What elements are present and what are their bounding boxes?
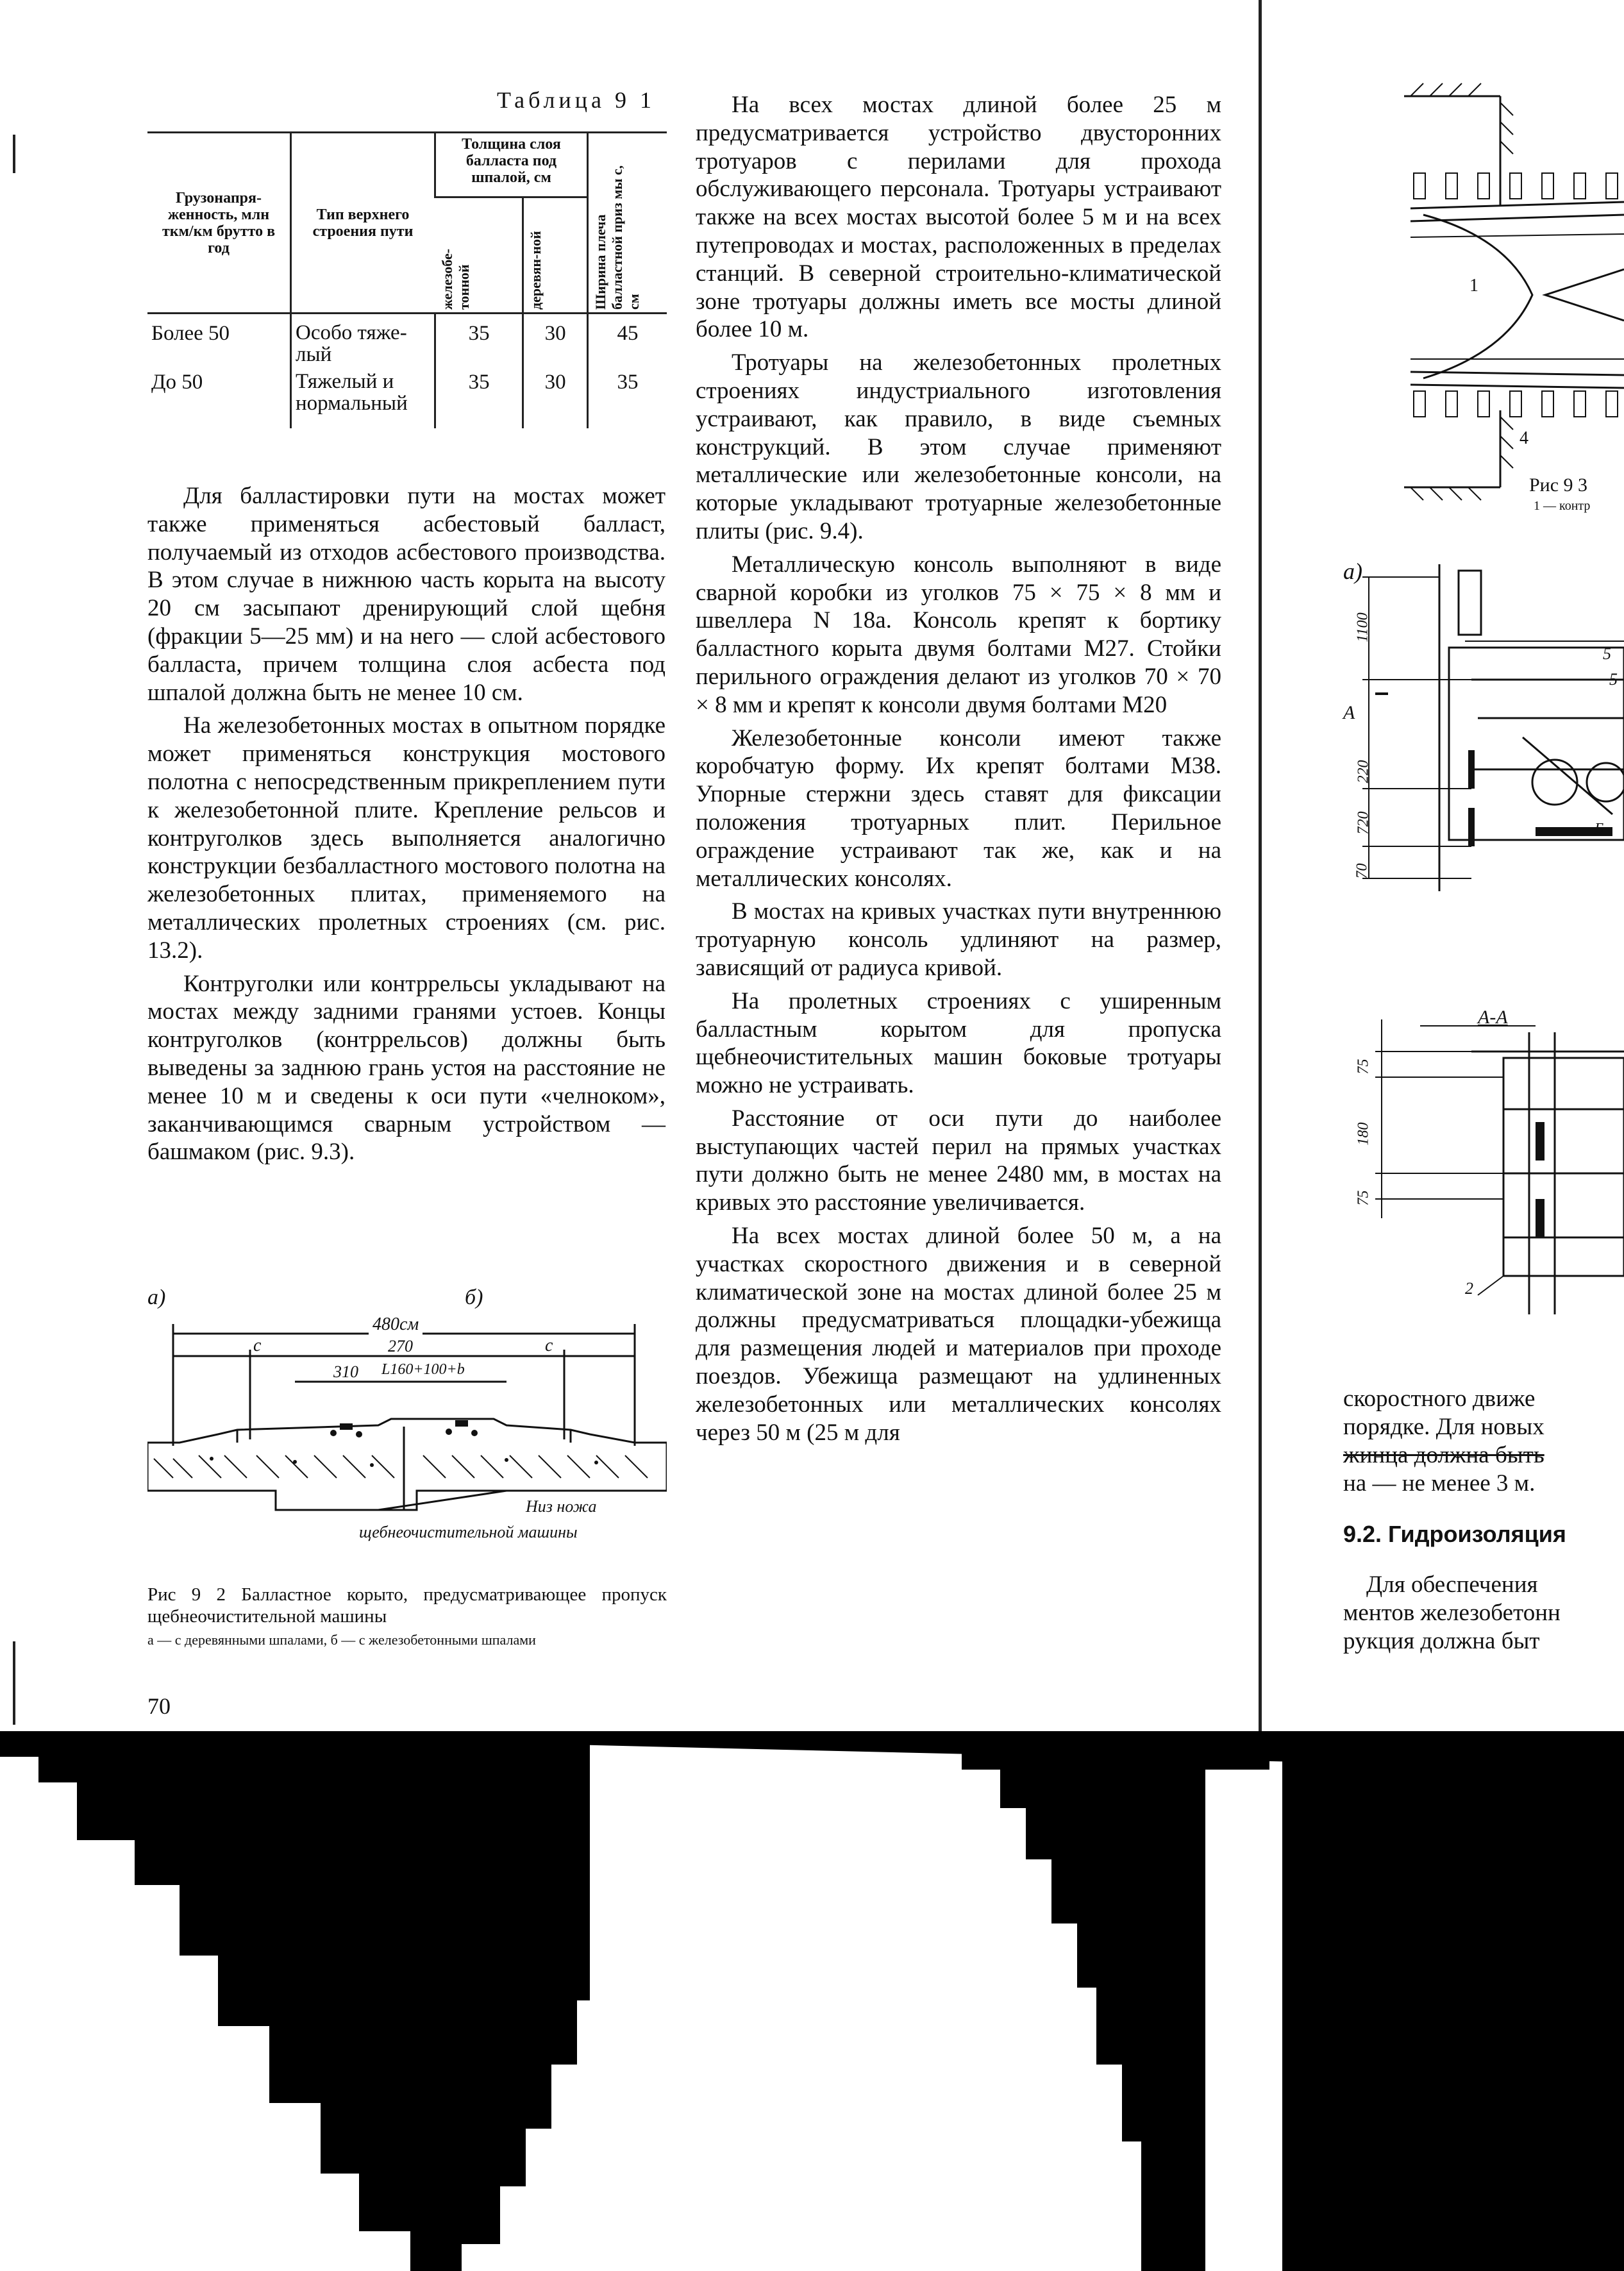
figure-9-2 bbox=[147, 1286, 667, 1568]
label-machine: щебнеочистительной машины bbox=[359, 1523, 578, 1541]
shoulder-header-text: Ширина плеча балластной приз мы c, см bbox=[592, 165, 642, 310]
paragraph: На железобетонных мостах в опытном порядке может применяться конструкция мостового полотна с непосредственным прикреплением пути к железобетонной плите. Крепление рельсов и контруголков здесь выполняется аналогично конструкции безбалластного мостового полотна на железобетонных плитах, применяемого на металлических пролетных строениях (см. рис. 13.2). bbox=[147, 712, 666, 964]
dim-75b: 75 bbox=[1355, 1190, 1372, 1206]
table-row bbox=[147, 368, 667, 428]
col-header-load: Грузонапря-женность, млн ткм/км брутто в год bbox=[147, 133, 291, 314]
dim-5: 5 bbox=[1603, 644, 1611, 663]
fragment-line: порядке. Для новых bbox=[1343, 1414, 1544, 1440]
paragraph: Для балластировки пути на мостах может также применяться асбестовый балласт, получаемый из отходов асбестового производства. В этом случае в нижнюю часть корыта на высоту 20 см засыпают дренирующий слой щебня (фракции 5—25 мм) и на него — слой асбестового балласта, причем толщина слоя асбеста под шпалой должна быть не менее 10 см. bbox=[147, 483, 666, 706]
paragraph: На всех мостах длиной более 25 м предусматривается устройство двусторонних тротуаров с перилами для прохода обслуживающего персонала. Тротуары устраивают также на всех мостах высотой более 5 м и на всех путепроводах и мостах, расположенных в пределах станций. В северной строительно-климатической зоне тротуары должны иметь все мосты длиной более 10 м. bbox=[696, 92, 1221, 343]
dim-310: 310 bbox=[333, 1362, 358, 1381]
cell-load: Более 50 bbox=[151, 322, 230, 345]
cell-wooden: 30 bbox=[523, 368, 588, 428]
col-header-track-type: Тип верхнего строения пути bbox=[291, 133, 435, 314]
paragraph: На пролетных строениях с уширенным балластным корытом для пропуска щебнеочистительных машин боковые тротуары можно не устраивать. bbox=[696, 987, 1221, 1099]
col-header-shoulder bbox=[588, 133, 667, 314]
dim-180: 180 bbox=[1355, 1122, 1372, 1146]
scan-mark bbox=[13, 135, 15, 173]
figure-9-3 bbox=[1398, 77, 1624, 513]
section-heading: 9.2. Гидроизоляция bbox=[1343, 1521, 1566, 1547]
paragraph: На всех мостах длиной более 50 м, а на участках скоростного движения и в северной климатической зоне на мостах длиной более 25 м должны предусматриваться площадки-убежища для размещения людей и материалов при проходе поездов. Убежища размещают на удлиненных железобетонных или металлических консолях через 50 м (25 м для bbox=[696, 1223, 1221, 1446]
fig-label-b: б) bbox=[465, 1286, 483, 1309]
label-4: 4 bbox=[1519, 428, 1528, 448]
figure-9-3-caption: Рис 9 3 bbox=[1529, 474, 1588, 496]
dim-720: 720 bbox=[1355, 811, 1372, 835]
label-b: Б bbox=[1595, 821, 1604, 837]
label-1: 1 bbox=[1469, 276, 1478, 296]
figure-9-3-caption-sub: 1 — контр bbox=[1534, 499, 1591, 513]
figure-9-4 bbox=[1343, 558, 1624, 1346]
dim-total: 480см bbox=[369, 1314, 423, 1335]
cell-shoulder: 45 bbox=[588, 314, 667, 369]
dim-c-right: c bbox=[545, 1336, 553, 1355]
cell-concrete: 35 bbox=[435, 368, 523, 428]
figure-9-2-caption: Рис 9 2 Балластное корыто, предусматривающее пропуск щебнеочистительной машины bbox=[147, 1584, 667, 1627]
cell-type: Тяжелый и нормальный bbox=[291, 368, 435, 428]
page-gutter-line bbox=[1259, 0, 1262, 1750]
middle-column bbox=[696, 91, 1221, 1452]
fig-label-a: а) bbox=[147, 1286, 166, 1309]
paragraph: Контруголки или контррельсы укладывают на мостах между задними гранями устоев. Концы контруголков (контррельсов) должны быть выведены за заднюю грань устоя на расстояние не менее 10 м и сведены к оси пути «челноком», заканчивающимся сварным устройством — башмаком (рис. 9.3). bbox=[147, 970, 666, 1166]
left-column bbox=[147, 482, 666, 1171]
fragment-line: скоростного движе bbox=[1343, 1386, 1536, 1412]
cell-shoulder: 35 bbox=[588, 368, 667, 428]
fragment-line: ментов железобетонн bbox=[1343, 1600, 1561, 1626]
section-label: А-А bbox=[1478, 1007, 1508, 1028]
fragment-line: жинца должна быть bbox=[1343, 1442, 1544, 1468]
dim-70: 70 bbox=[1353, 863, 1371, 879]
fragment-line: Для обеспечения bbox=[1366, 1571, 1538, 1598]
label-knife: Низ ножа bbox=[526, 1497, 597, 1516]
col-header-ballast: Толщина слоя балласта под шпалой, см bbox=[435, 133, 588, 197]
cell-concrete: 35 bbox=[435, 314, 523, 369]
label-2: 2 bbox=[1465, 1279, 1473, 1298]
concrete-header-text: железобе-тонной bbox=[439, 248, 472, 310]
cell-wooden: 30 bbox=[523, 314, 588, 369]
sidewalk-console-drawing bbox=[1343, 558, 1624, 1346]
page-number: 70 bbox=[147, 1693, 171, 1719]
table-9-1 bbox=[147, 131, 667, 428]
col-header-concrete bbox=[435, 197, 523, 314]
dim-c-left: c bbox=[253, 1336, 262, 1355]
paragraph: Тротуары на железобетонных пролетных строениях индустриального изготовления устраивают, как правило, в виде съемных конструкций. В этом случае применяют металлические или железобетонные консоли, на которые укладывают тротуарные железобетонные плиты (рис. 9.4). bbox=[696, 349, 1221, 544]
fragment-line: на — не менее 3 м. bbox=[1343, 1470, 1536, 1496]
right-page-fragment bbox=[1343, 1385, 1624, 1655]
wooden-header-text: деревян-ной bbox=[528, 231, 544, 310]
scan-mark bbox=[13, 1641, 15, 1725]
fig-label-a: а) bbox=[1343, 558, 1362, 584]
cell-type: Особо тяже-лый bbox=[291, 314, 435, 369]
dim-270: 270 bbox=[388, 1337, 413, 1355]
guard-rail-drawing bbox=[1398, 77, 1624, 513]
table-title: Таблица 9 1 bbox=[497, 87, 655, 113]
paragraph: Металлическую консоль выполняют в виде сварной коробки из уголков 75 × 75 × 8 мм и швеллера N 18а. Консоль крепят к бортику балластного корыта двумя болтами М27. Стойки перильного ограждения делают из уголков 70 × 70 × 8 мм и крепят к консоли двумя болтами М20 bbox=[696, 551, 1221, 718]
dim-1100: 1100 bbox=[1354, 612, 1371, 642]
dim-220: 220 bbox=[1355, 760, 1372, 784]
paragraph: В мостах на кривых участках пути внутреннюю тротуарную консоль удлиняют на размер, зависящий от радиуса кривой. bbox=[696, 898, 1221, 981]
paragraph: Расстояние от оси пути до наиболее выступающих частей перил на прямых участках пути должно быть не менее 2480 мм, в мостах на кривых это расстояние увеличивается. bbox=[696, 1105, 1221, 1216]
table-row bbox=[147, 314, 667, 369]
paragraph: Железобетонные консоли имеют также коробчатую форму. Их крепят болтами М38. Упорные стержни здесь ставят для фиксации положения тротуарных плит. Перильное ограждение устраивают так же, как и на металлических консолях. bbox=[696, 725, 1221, 892]
dim-75: 75 bbox=[1355, 1059, 1372, 1075]
dim-l: L160+100+b bbox=[381, 1361, 465, 1378]
figure-9-2-caption-sub: а — с деревянными шпалами, б — с железобетонными шпалами bbox=[147, 1632, 536, 1648]
dim-5b: 5 bbox=[1609, 670, 1618, 689]
col-header-wooden bbox=[523, 197, 588, 314]
fragment-line: рукция должна быт bbox=[1343, 1628, 1540, 1654]
scan-black-region bbox=[0, 1731, 1624, 2271]
cell-load: До 50 bbox=[151, 371, 203, 394]
section-marker: А bbox=[1343, 702, 1355, 723]
